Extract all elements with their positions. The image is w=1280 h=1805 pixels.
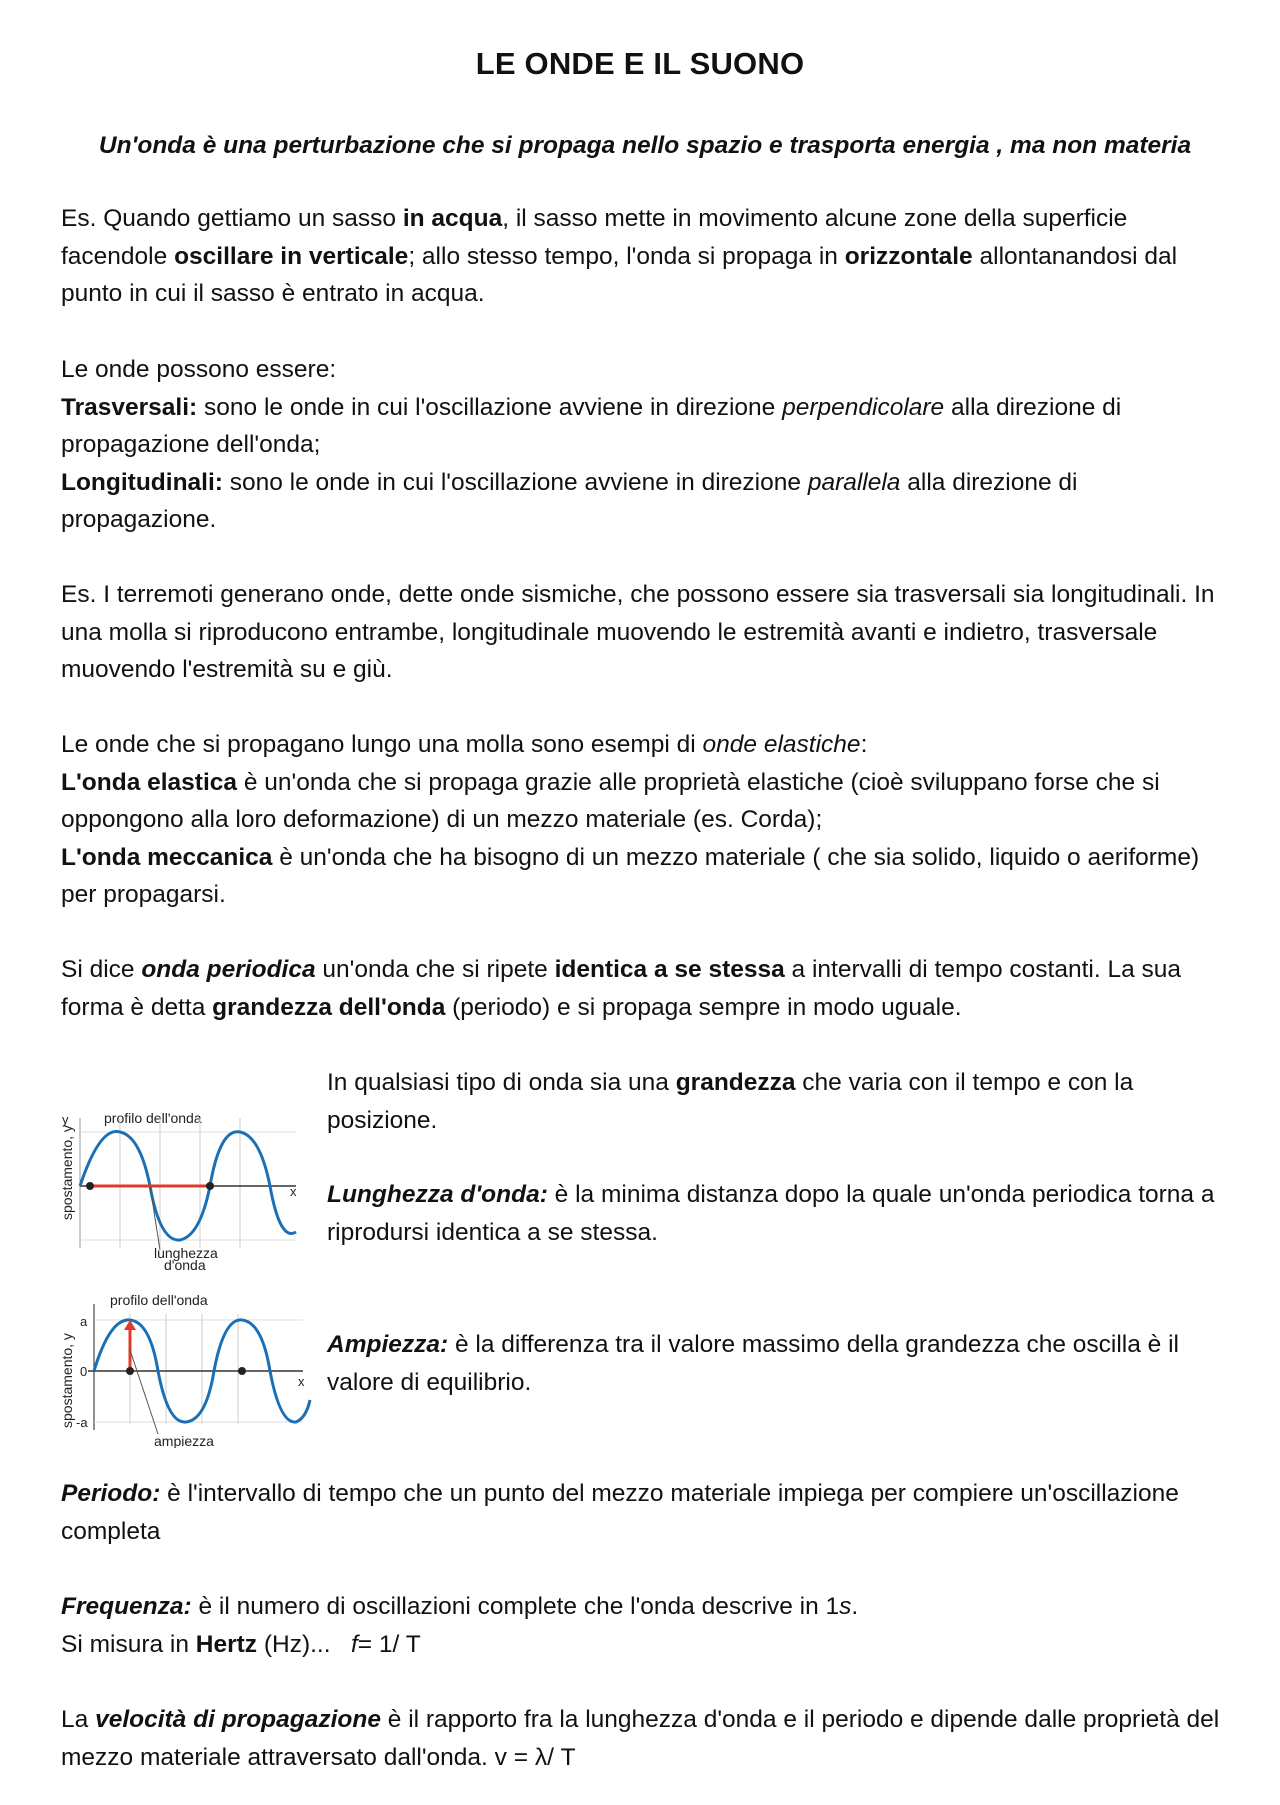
- types-lead: Le onde possono essere:: [61, 356, 337, 383]
- page-title: LE ONDE E IL SUONO: [475, 46, 805, 81]
- y-arrow-label: y: [62, 1112, 69, 1127]
- tick-a: a: [80, 1314, 88, 1329]
- profile-label: profilo dell'onda: [110, 1292, 208, 1308]
- amplitude-definition: Ampiezza: è la differenza tra il valore massimo della grandezza che oscilla è il valore di equilibrio.: [327, 1331, 1179, 1396]
- tick-minus-a: -a: [76, 1415, 88, 1430]
- period-definition: Periodo: è l'intervallo di tempo che un punto del mezzo materiale impiega per compiere un'oscillazione completa: [61, 1480, 1179, 1545]
- frequency-formula: = 1/ T: [357, 1630, 421, 1658]
- wavelength-label: lunghezza: [154, 1245, 218, 1261]
- elastic-paragraph: Le onde che si propagano lungo una molla sono esempi di onde elastiche: L'onda elastica è un'onda che si propaga grazie alle proprietà elastiche (cioè sviluppano forse che si oppongono alla loro deformazione) di un mezzo materiale (es. Corda); L'onda meccanica è un'onda che ha bisogno di un mezzo materiale ( che sia solido, liquido o aeriforme) per propagarsi.: [61, 731, 1200, 908]
- longitudinal-definition: Longitudinali: sono le onde in cui l'oscillazione avviene in direzione parallela alla direzione di propagazione.: [61, 468, 1078, 533]
- start-point: [86, 1182, 94, 1190]
- frequency-symbol: f: [350, 1630, 358, 1658]
- tick-zero: 0: [80, 1364, 88, 1379]
- wave-definition: Un'onda è una perturbazione che si propaga nello spazio e trasporta energia , ma non materia: [98, 132, 1192, 159]
- x-axis-label: x: [290, 1184, 297, 1199]
- end-point: [206, 1182, 214, 1190]
- seismic-paragraph: Es. I terremoti generano onde, dette onde sismiche, che possono essere sia trasversali sia longitudinali. In una molla si riproducono entrambe, longitudinale muovendo le estremità avanti e indietro, trasversale muovendo l'estremità su e giù.: [61, 581, 1215, 683]
- intro-paragraph: Es. Quando gettiamo un sasso in acqua, il sasso mette in movimento alcune zone della superficie facendole oscillare in verticale; allo stesso tempo, l'onda si propaga in orizzontale allontanandosi dal punto in cui il sasso è entrato in acqua.: [61, 205, 1178, 307]
- periodic-paragraph: Si dice onda periodica un'onda che si ripete identica a se stessa a intervalli di tempo costanti. La sua forma è detta grandezza dell'onda (periodo) e si propaga sempre in modo uguale.: [61, 956, 1182, 1021]
- profile-label: profilo dell'onda: [104, 1110, 202, 1126]
- amplitude-figure: [58, 1290, 313, 1448]
- wavelength-label-2: d'onda: [164, 1257, 206, 1273]
- equilibrium-point-2: [238, 1367, 246, 1375]
- wavelength-definition: Lunghezza d'onda: è la minima distanza dopo la quale un'onda periodica torna a riprodursi identica a se stessa.: [327, 1181, 1215, 1246]
- quantity-paragraph: In qualsiasi tipo di onda sia una grandezza che varia con il tempo e con la posizione.: [327, 1069, 1134, 1134]
- x-axis-label: x: [298, 1374, 305, 1389]
- equilibrium-point: [126, 1367, 134, 1375]
- leader-line: [130, 1350, 158, 1434]
- velocity-definition: La velocità di propagazione è il rapporto fra la lunghezza d'onda e il periodo e dipende dalle proprietà del mezzo materiale attraversato dall'onda. v = λ/ T: [61, 1706, 1220, 1771]
- wave-types-paragraph: [61, 351, 1231, 539]
- y-axis-label: spostamento, y: [59, 1125, 75, 1220]
- transverse-definition: Trasversali: sono le onde in cui l'oscillazione avviene in direzione perpendicolare alla direzione di propagazione dell'onda;: [61, 393, 1122, 458]
- amplitude-label: ampiezza: [154, 1433, 214, 1448]
- frequency-definition: Frequenza: è il numero di oscillazioni complete che l'onda descrive in 1s. Si misura in Hertz (Hz)... f= 1/ T: [61, 1593, 859, 1658]
- y-axis-label: spostamento, y: [59, 1333, 75, 1428]
- wavelength-figure: [58, 1108, 308, 1273]
